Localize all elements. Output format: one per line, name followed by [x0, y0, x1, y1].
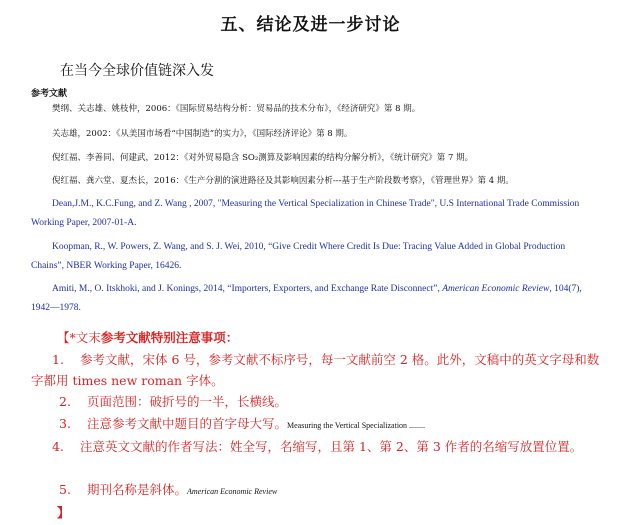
notes-heading-strong: 参考文献特别注意事项： — [100, 330, 239, 345]
journal-name: American Economic Review — [442, 284, 550, 294]
note-text: 页面范围：破折号的一半，长横线。 — [87, 394, 288, 409]
note-number: 3. — [59, 416, 71, 431]
english-reference-dean — [31, 195, 593, 233]
note-number: 2. — [59, 394, 71, 409]
note-example: American Economic Review — [187, 487, 278, 496]
reference-text: Amiti, M., O. Itskhoki, and J. Konings, 2014, “Importers, Exporters, and Exchange Rate Disconnect”, — [52, 284, 440, 294]
references-heading: 参考文献 — [31, 89, 68, 99]
note-example: Measuring the Vertical Specialization ........ — [287, 421, 426, 430]
note-text: 期刊名称是斜体。 — [87, 482, 188, 497]
chinese-reference: 关志雄，2002：《从美国市场看“中国制造”的实力》，《国际经济评论》第 8 期。 — [52, 129, 353, 139]
note-text: 注意参考文献中题目的首字母大写。 — [87, 416, 288, 431]
note-item — [31, 436, 611, 457]
note-item — [59, 391, 287, 412]
reference-text: Koopman, R., W. Powers, Z. Wang, and S. J. Wei, 2010, “Give Credit Where Credit Is Due: Tracing Value Added in Global Production Chains”, NBER Working Paper, 16426. — [31, 242, 566, 271]
note-item — [31, 349, 611, 391]
chinese-reference: 樊纲、关志雄、姚枝仲，2006：《国际贸易结构分析：贸易品的技术分布》，《经济研究》第 8 期。 — [52, 104, 421, 114]
chinese-reference: 倪红福、龚六堂、夏杰长，2016：《生产分割的演进路径及其影响因素分析---基于生产阶段数考察》，《管理世界》第 4 期。 — [52, 176, 514, 186]
note-number: 1. — [52, 352, 64, 367]
notes-heading-prefix: 【*文末 — [57, 330, 101, 345]
note-text: 注意英文文献的作者写法：姓全写，名缩写，且第 1、第 2、第 3 作者的名缩写放置位置。 — [80, 439, 583, 454]
english-reference-amiti — [31, 280, 593, 318]
reference-text: Dean,J.M., K.C.Fung, and Z. Wang , 2007, "Measuring the Vertical Specialization in Chinese Trade", U.S International Trade Commission Working Paper, 2007-01-A. — [31, 199, 580, 228]
notes-heading — [57, 328, 238, 346]
section-title: 五、结论及进一步讨论 — [220, 15, 401, 35]
section-subtitle: 在当今全球价值链深入发 — [60, 63, 214, 79]
note-item — [59, 413, 425, 436]
note-item — [59, 479, 277, 502]
note-text: 参考文献，宋体 6 号，参考文献不标序号，每一文献前空 2 格。此外，文稿中的英文字母和数字都用 times new roman 字体。 — [31, 352, 600, 388]
chinese-reference: 倪红福、李善同、何建武，2012：《对外贸易隐含 SO₂测算及影响因素的结构分解分析》，《统计研究》第 7 期。 — [52, 153, 474, 163]
english-reference-koopman — [31, 238, 593, 276]
reference-text: , 104(7), 1942—1978. — [31, 284, 582, 313]
notes-closing-bracket: 】 — [57, 505, 70, 520]
note-number: 5. — [59, 482, 71, 497]
note-number: 4. — [52, 439, 64, 454]
